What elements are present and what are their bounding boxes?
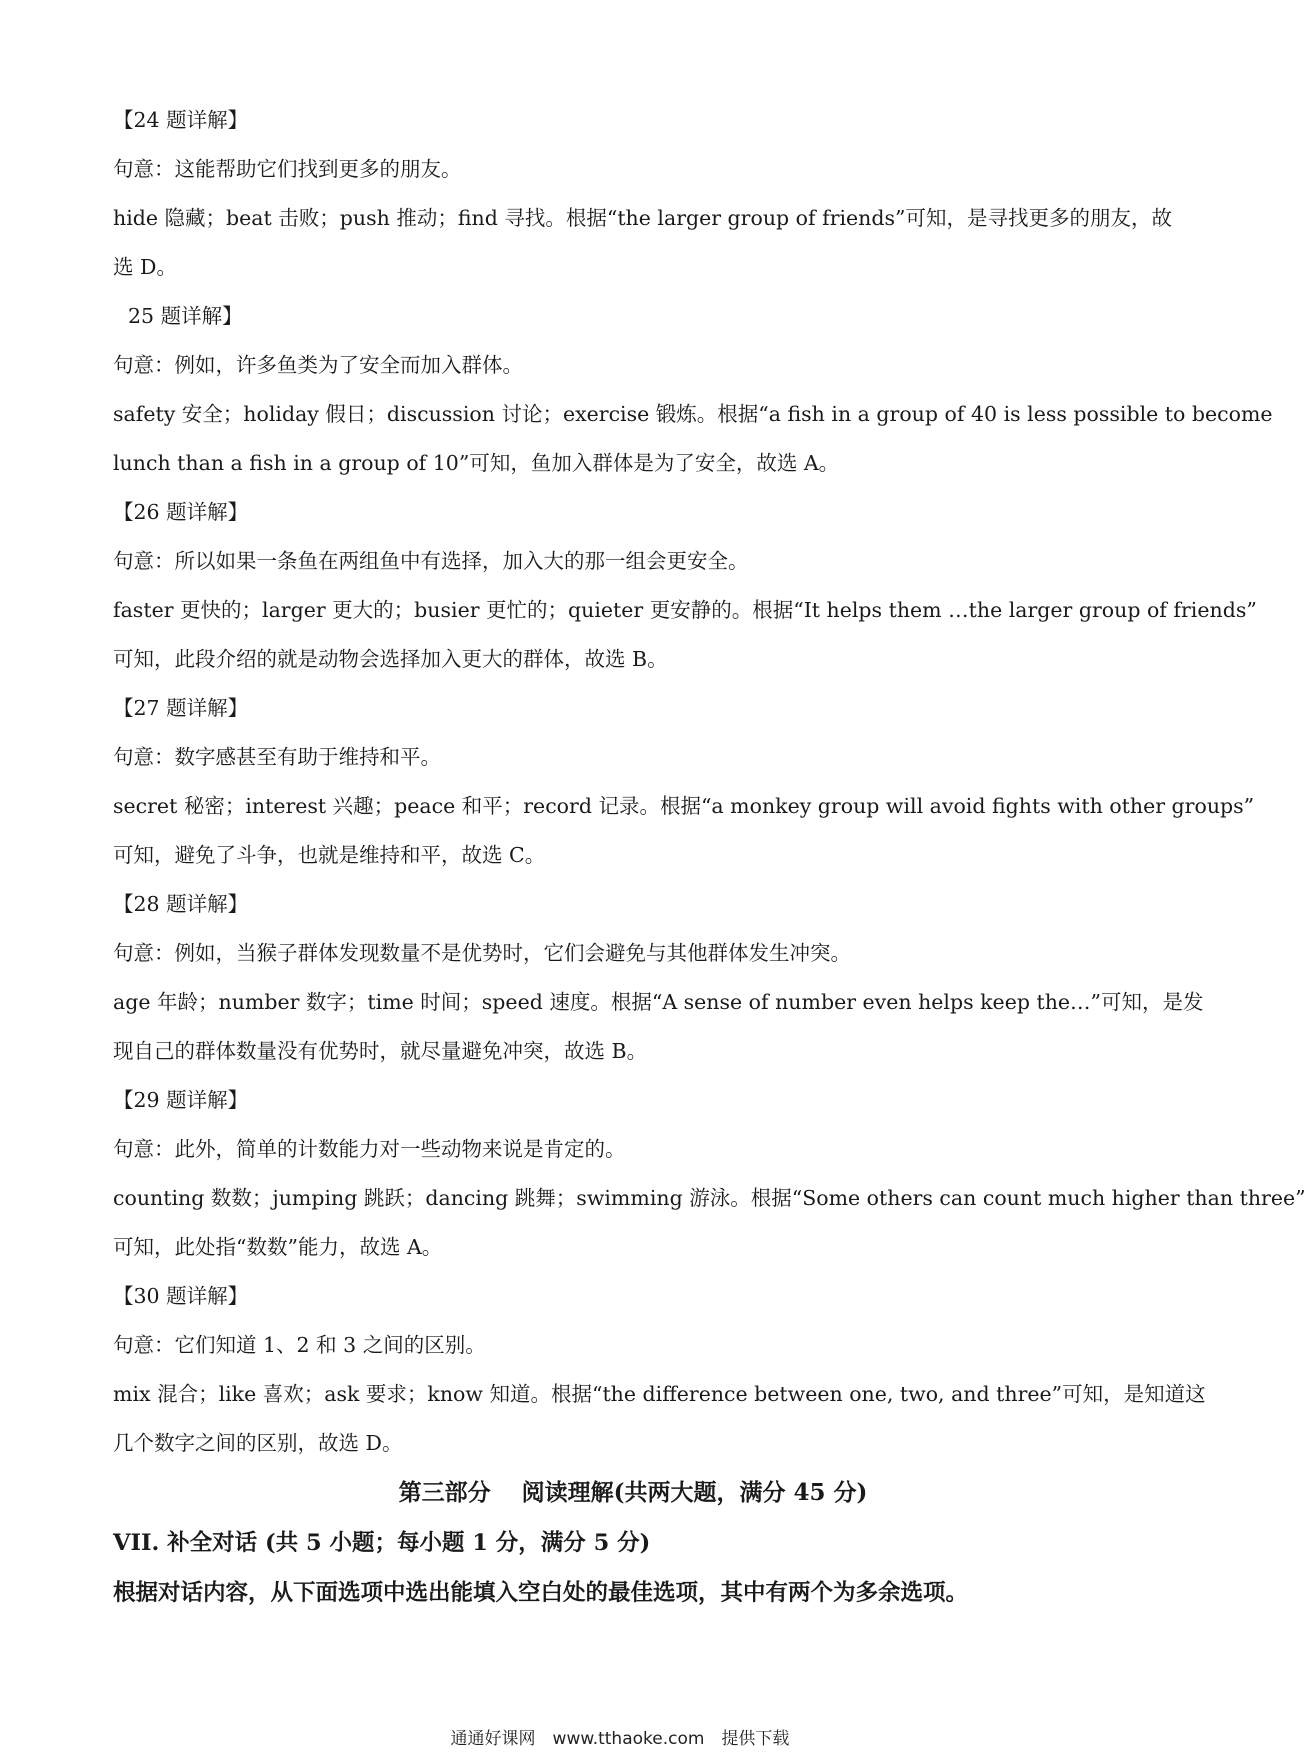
q28-explanation: age 年龄；number 数字；time 时间；speed 速度。根据“A sense of number even helps keep the…”可知，是发 xyxy=(113,990,1204,1014)
part-three-title: 第三部分 阅读理解(共两大题，满分 45 分) xyxy=(398,1479,868,1506)
q30-explanation: mix 混合；like 喜欢；ask 要求；know 知道。根据“the difference between one, two, and three”可知，是知道这 xyxy=(113,1382,1206,1406)
q25-explanation-cont: lunch than a fish in a group of 10”可知，鱼加入群体是为了安全，故选 A。 xyxy=(113,451,840,475)
q27-heading: 【27 题详解】 xyxy=(113,696,249,720)
q29-heading: 【29 题详解】 xyxy=(113,1088,249,1112)
q26-explanation-cont: 可知，此段介绍的就是动物会选择加入更大的群体，故选 B。 xyxy=(113,647,668,671)
q27-explanation-cont: 可知，避免了斗争，也就是维持和平，故选 C。 xyxy=(113,843,546,867)
q25-heading: 25 题详解】 xyxy=(128,304,243,328)
q24-meaning: 句意：这能帮助它们找到更多的朋友。 xyxy=(113,157,462,181)
answer-explanations xyxy=(113,96,1306,1618)
q26-heading: 【26 题详解】 xyxy=(113,500,249,524)
q25-explanation: safety 安全；holiday 假日；discussion 讨论；exercise 锻炼。根据“a fish in a group of 40 is less possible to become xyxy=(113,402,1273,426)
q24-explanation: hide 隐藏；beat 击败；push 推动；find 寻找。根据“the larger group of friends”可知，是寻找更多的朋友，故 xyxy=(113,206,1173,230)
q29-meaning: 句意：此外，简单的计数能力对一些动物来说是肯定的。 xyxy=(113,1137,626,1161)
q30-meaning: 句意：它们知道 1、2 和 3 之间的区别。 xyxy=(113,1333,486,1357)
q26-explanation: faster 更快的；larger 更大的；busier 更忙的；quieter 更安静的。根据“It helps them …the larger group of friends” xyxy=(113,598,1257,622)
q24-heading: 【24 题详解】 xyxy=(113,108,249,132)
section-instruction: 根据对话内容，从下面选项中选出能填入空白处的最佳选项，其中有两个为多余选项。 xyxy=(113,1580,969,1606)
section-seven-title: VII. 补全对话 (共 5 小题；每小题 1 分，满分 5 分) xyxy=(113,1530,651,1556)
q25-meaning: 句意：例如，许多鱼类为了安全而加入群体。 xyxy=(113,353,523,377)
q30-heading: 【30 题详解】 xyxy=(113,1284,249,1308)
page-footer: 通通好课网 www.tthaoke.com 提供下载 xyxy=(450,1729,790,1749)
q28-explanation-cont: 现自己的群体数量没有优势时，就尽量避免冲突，故选 B。 xyxy=(113,1039,648,1063)
q28-heading: 【28 题详解】 xyxy=(113,892,249,916)
q30-explanation-cont: 几个数字之间的区别，故选 D。 xyxy=(113,1431,403,1455)
q26-meaning: 句意：所以如果一条鱼在两组鱼中有选择，加入大的那一组会更安全。 xyxy=(113,549,749,573)
q27-meaning: 句意：数字感甚至有助于维持和平。 xyxy=(113,745,441,769)
q24-explanation-cont: 选 D。 xyxy=(113,255,177,279)
q27-explanation: secret 秘密；interest 兴趣；peace 和平；record 记录。根据“a monkey group will avoid fights with other groups” xyxy=(113,794,1255,818)
q29-explanation: counting 数数；jumping 跳跃；dancing 跳舞；swimming 游泳。根据“Some others can count much higher than three” xyxy=(113,1186,1306,1210)
q28-meaning: 句意：例如，当猴子群体发现数量不是优势时，它们会避免与其他群体发生冲突。 xyxy=(113,941,851,965)
q29-explanation-cont: 可知，此处指“数数”能力，故选 A。 xyxy=(113,1235,443,1259)
